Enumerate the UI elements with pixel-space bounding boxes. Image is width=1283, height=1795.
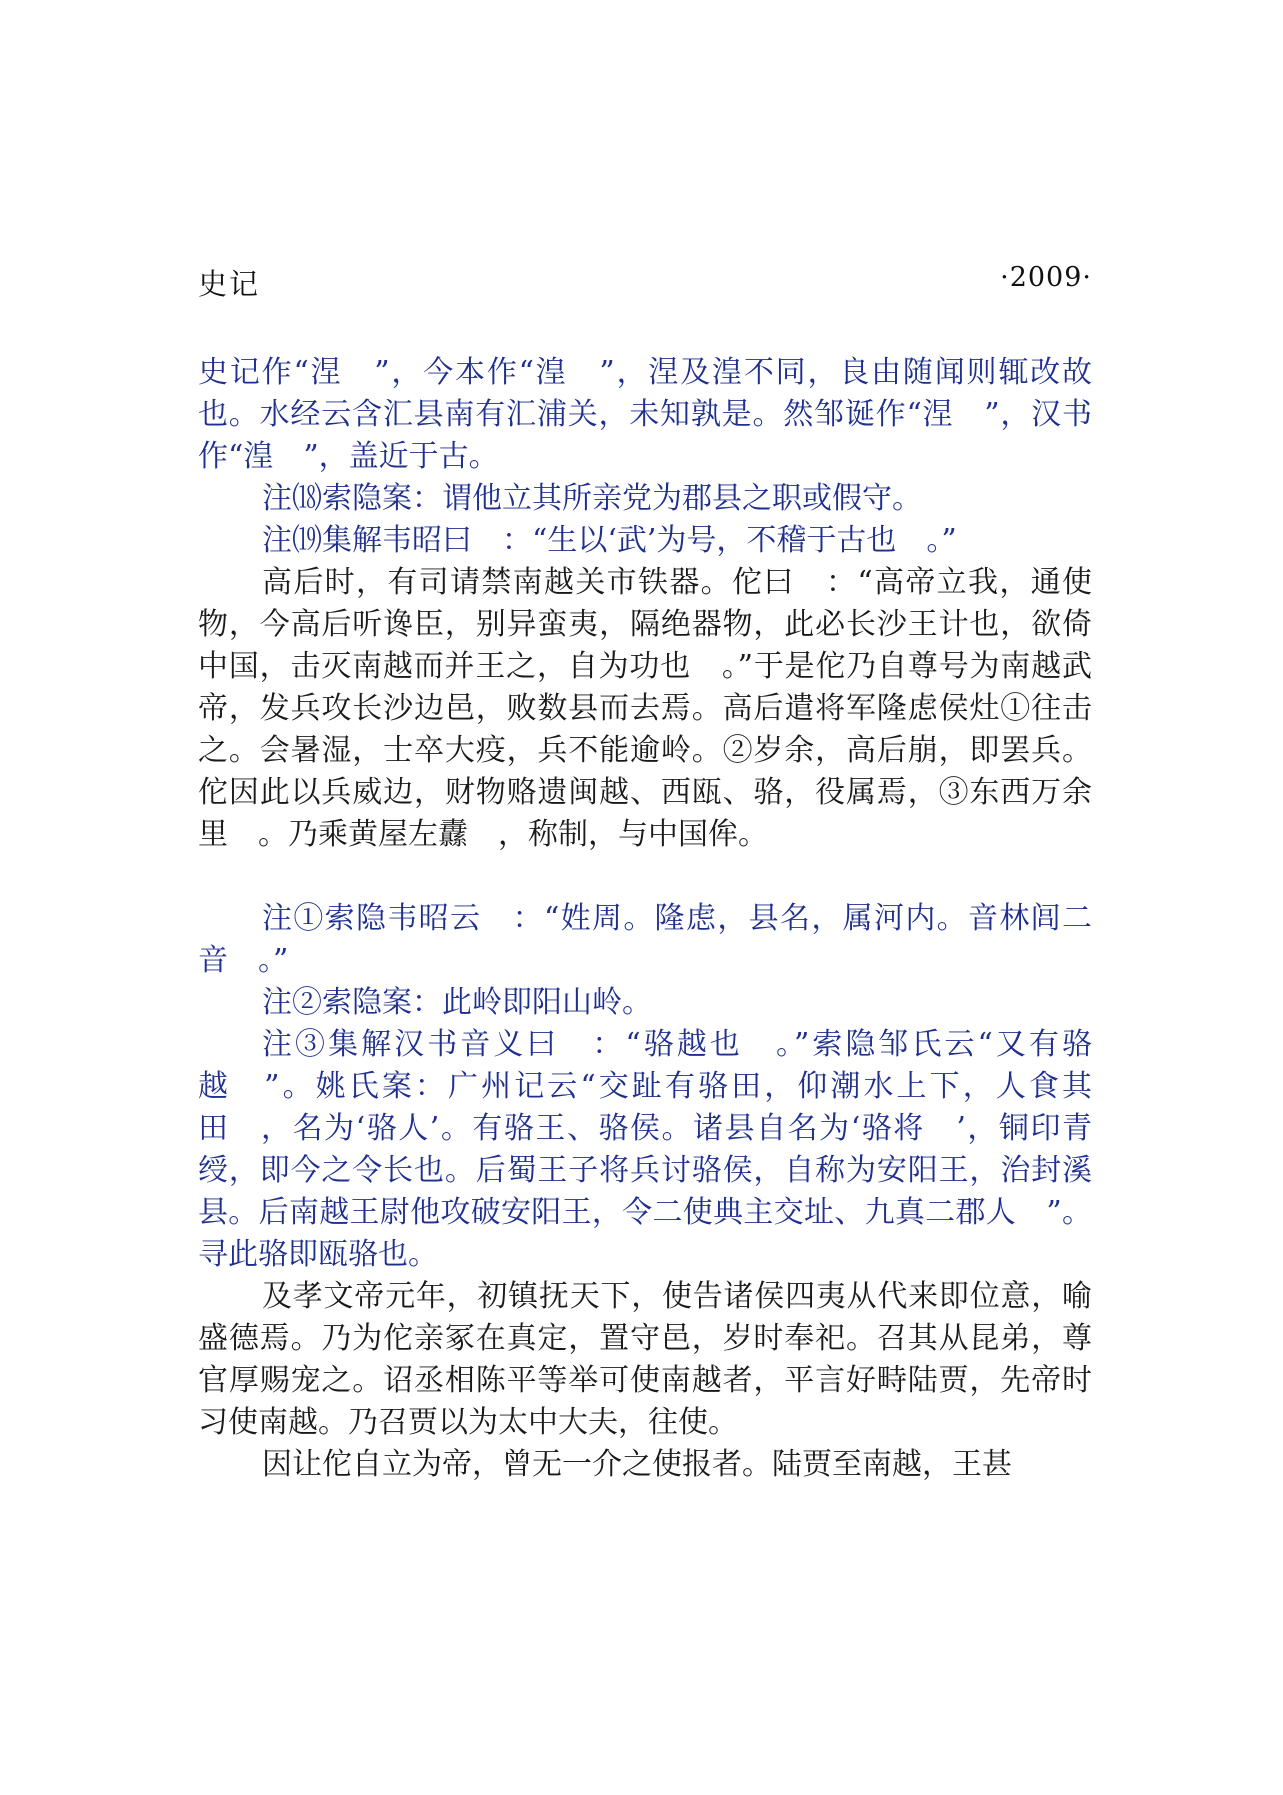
main-paragraph: 及孝文帝元年，初镇抚天下，使告诸侯四夷从代来即位意，喻盛德焉。乃为佗亲冢在真定，置守邑，岁时奉祀。召其从昆弟，尊官厚赐宠之。诏丞相陈平等举可使南越者，平言好畤陆贾，先帝时习使南越。乃召贾以为太中大夫，往使。 <box>198 1279 1092 1440</box>
note-paragraph: 注②索隐案：此岭即阳山岭。 <box>262 985 652 1020</box>
note-paragraph: 史记作“涅 ”，今本作“湟 ”，涅及湟不同，良由随闻则辄改故也。水经云含汇县南有汇浦关，未知孰是。然邹诞作“涅 ”，汉书作“湟 ”，盖近于古。 <box>198 355 1092 474</box>
page-number: ·2009· <box>1000 262 1092 293</box>
note-paragraph: 注③集解汉书音义曰 ：“骆越也 。”索隐邹氏云“又有骆越 ”。姚氏案：广州记云“交趾有骆田，仰潮水上下，人食其田 ，名为‘骆人’。有骆王、骆侯。诸县自名为‘骆将 ’，铜印青绶，即今之令长也。后蜀王子将兵讨骆侯，自称为安阳王，治封溪县。后南越王尉他攻破安阳王，令二使典主交址、九真二郡人 ”。寻此骆即瓯骆也。 <box>198 1027 1092 1272</box>
page-header <box>198 262 1092 302</box>
main-paragraph: 高后时，有司请禁南越关市铁器。佗曰 ：“高帝立我，通使物，今高后听谗臣，别异蛮夷，隔绝器物，此必长沙王计也，欲倚中国，击灭南越而并王之，自为功也 。”于是佗乃自尊号为南越武帝，发兵攻长沙边邑，败数县而去焉。高后遣将军隆虑侯灶①往击之。会暑湿，士卒大疫，兵不能逾岭。②岁余，高后崩，即罢兵。佗因此以兵威边，财物赂遗闽越、西瓯、骆，役属焉，③东西万余里 。乃乘黄屋左纛 ，称制，与中国侔。 <box>198 565 1092 852</box>
book-title: 史记 <box>198 267 261 301</box>
note-paragraph: 注⒅索隐案：谓他立其所亲党为郡县之职或假守。 <box>262 481 922 516</box>
note-paragraph: 注⒆集解韦昭曰 ：“生以‘武’为号，不稽于古也 。” <box>262 523 957 558</box>
main-paragraph: 因让佗自立为帝，曾无一介之使报者。陆贾至南越，王甚 <box>262 1447 1012 1482</box>
page-body <box>198 352 1092 1486</box>
note-paragraph: 注①索隐韦昭云 ：“姓周。隆虑，县名，属河内。音林闾二音 。” <box>198 901 1092 978</box>
